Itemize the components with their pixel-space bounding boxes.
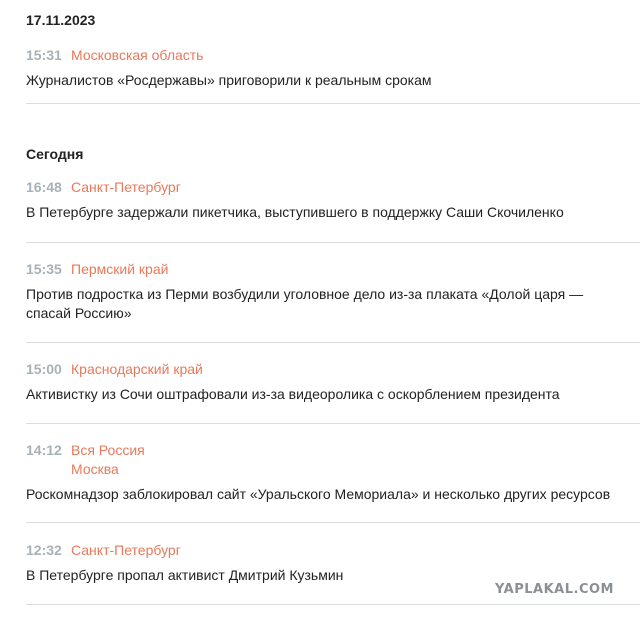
region-link[interactable]: Москва: [71, 461, 119, 477]
news-item: [26, 541, 640, 585]
news-regions: [71, 360, 203, 379]
divider: [26, 342, 640, 343]
news-regions: [71, 260, 168, 279]
region-link[interactable]: Санкт-Петербург: [71, 542, 181, 558]
news-regions: [71, 46, 203, 65]
news-headline[interactable]: В Петербурге задержали пикетчика, выступившего в поддержку Саши Скочиленко: [26, 204, 564, 220]
news-meta: [26, 541, 640, 560]
news-time: 16:48: [26, 179, 62, 195]
news-headline[interactable]: В Петербурге пропал активист Дмитрий Кузьмин: [26, 567, 344, 583]
date-heading: Сегодня: [26, 146, 84, 162]
news-regions: [71, 441, 145, 479]
divider: [26, 604, 640, 605]
region-link[interactable]: Вся Россия: [71, 442, 145, 458]
news-item: [26, 441, 640, 504]
region-link[interactable]: Московская область: [71, 47, 204, 63]
news-meta: [26, 360, 640, 379]
divider: [26, 242, 640, 243]
news-time: 15:00: [26, 361, 62, 377]
date-heading: 17.11.2023: [26, 12, 96, 28]
news-item: [26, 360, 640, 404]
news-time: 14:12: [26, 442, 62, 458]
news-time: 15:35: [26, 261, 62, 277]
news-regions: [71, 178, 181, 197]
region-link[interactable]: Пермский край: [71, 261, 169, 277]
news-item: [26, 46, 640, 90]
news-headline[interactable]: Роскомнадзор заблокировал сайт «Уральского Мемориала» и несколько других ресурсов: [26, 486, 611, 502]
news-meta: [26, 178, 640, 197]
news-meta: [26, 46, 640, 65]
divider: [26, 103, 640, 104]
divider: [26, 522, 640, 523]
watermark: YAPLAKAL.COM: [495, 582, 614, 597]
news-time: 15:31: [26, 47, 62, 63]
region-link[interactable]: Краснодарский край: [71, 361, 203, 377]
news-headline[interactable]: Активистку из Сочи оштрафовали из-за видеоролика с оскорблением президента: [26, 386, 560, 402]
news-item: [26, 260, 640, 323]
news-meta: [26, 260, 640, 279]
divider: [26, 423, 640, 424]
news-meta: [26, 441, 640, 479]
news-headline[interactable]: Против подростка из Перми возбудили уголовное дело из-за плаката «Долой царя — спасай Россию»: [26, 286, 584, 321]
news-headline[interactable]: Журналистов «Росдержавы» приговорили к реальным срокам: [26, 72, 432, 88]
region-link[interactable]: Санкт-Петербург: [71, 179, 181, 195]
news-regions: [71, 541, 181, 560]
news-item: [26, 178, 640, 222]
news-time: 12:32: [26, 542, 62, 558]
